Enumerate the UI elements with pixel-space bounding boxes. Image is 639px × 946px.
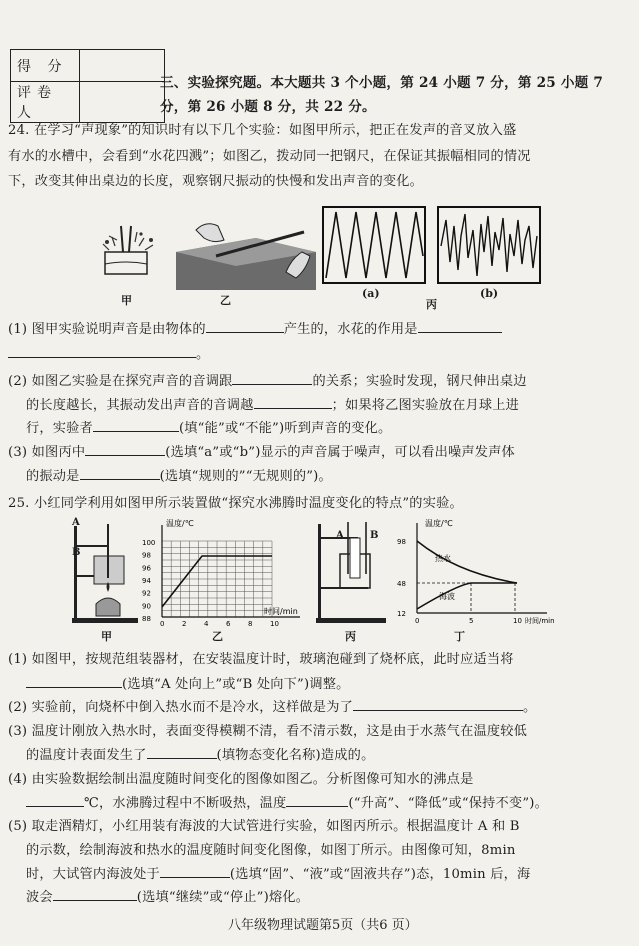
q25-p3-line2: 的温度计表面发生了 (填物态变化名称)造成的。 — [26, 744, 374, 768]
y-tick-label: 92 — [142, 589, 151, 598]
q25-p3-line1: (3) 温度计刚放入热水时，表面变得模糊不清，看不清示数，这是由于水蒸气在温度较低 — [8, 724, 528, 739]
y-tick-label: 98 — [397, 538, 406, 546]
y-tick-label: 90 — [142, 602, 151, 611]
ruler-table-figure — [176, 212, 321, 292]
y-tick-label: 98 — [142, 551, 151, 560]
score-table — [10, 49, 165, 123]
section-header-line1: 三、实验探究题。本大题共 3 个小题，第 24 小题 7 分，第 25 小题 7 — [160, 75, 604, 91]
answer-blank[interactable] — [26, 673, 122, 688]
y-tick-label: 88 — [142, 615, 151, 623]
x-tick-label: 2 — [182, 620, 187, 627]
answer-blank[interactable] — [85, 441, 165, 456]
grader-cell — [80, 82, 165, 123]
q25-p4-line2: ℃，水沸腾过程中不断吸热，温度 (“升高”、“降低”或“保持不变”)。 — [26, 792, 548, 816]
temperature-chart-ding — [395, 517, 560, 627]
x-tick-label: 5 — [469, 617, 474, 625]
answer-blank[interactable] — [26, 792, 84, 807]
x-tick-label: 8 — [248, 620, 253, 627]
answer-blank[interactable] — [418, 318, 502, 333]
q24-p1: (1) 图甲实验说明声音是由物体的 产生的，水花的作用是 — [8, 318, 502, 342]
label-A-jia: A — [72, 517, 80, 528]
q24-p1-cont: 。 — [8, 343, 209, 367]
x-tick-label: 6 — [226, 620, 231, 627]
tuning-fork-water-figure — [95, 222, 167, 284]
q25-stem: 25. 小红同学利用如图甲所示装置做“探究水沸腾时温度变化的特点”的实验。 — [8, 496, 463, 511]
q25-p5-line1: (5) 取走酒精灯，小红用装有海波的大试管进行实验，如图丙所示。根据温度计 A 和 B — [8, 819, 520, 834]
y-axis-label: 温度/℃ — [425, 519, 453, 528]
x-tick-label: 10 — [513, 617, 522, 625]
answer-blank[interactable] — [286, 792, 348, 807]
label-B-jia: B — [72, 547, 81, 558]
wax-tube-figure — [312, 518, 392, 626]
wave-b-label: (b) — [480, 287, 499, 300]
section-header-line2: 分，第 26 小题 8 分，共 22 分。 — [160, 99, 376, 115]
q24-stem-1: 24. 在学习“声现象”的知识时有以下几个实验：如图甲所示，把正在发声的音叉放入盛 — [8, 123, 517, 138]
answer-blank[interactable] — [254, 394, 332, 409]
y-tick-label: 94 — [142, 577, 151, 585]
answer-blank[interactable] — [206, 318, 284, 333]
x-axis-label: 时间/min — [264, 607, 298, 616]
y-axis-label: 温度/℃ — [166, 519, 194, 528]
fig25-ding-label: 丁 — [454, 630, 465, 643]
page-footer: 八年级物理试题第5页（共6 页） — [228, 918, 418, 933]
answer-blank[interactable] — [232, 370, 312, 385]
x-tick-label: 10 — [270, 620, 279, 627]
q25-p5-line2: 的示数，绘制海波和热水的温度随时间变化图像，如图丁所示。由图像可知，8min — [26, 843, 516, 858]
wave-a-label: (a) — [362, 287, 380, 300]
q25-p5-line3: 时，大试管内海波处于 (选填“固”、“液”或“固液共存”)态，10min 后，海 — [26, 863, 530, 887]
temperature-chart-yi — [140, 517, 312, 627]
x-tick-label: 0 — [160, 620, 165, 627]
answer-blank[interactable] — [53, 886, 137, 901]
fig-jia-label: 甲 — [121, 294, 132, 307]
answer-blank[interactable] — [8, 343, 196, 358]
fig-yi-label: 乙 — [220, 294, 231, 307]
answer-blank[interactable] — [353, 696, 523, 711]
waveform-a — [322, 206, 426, 286]
fig25-jia-label: 甲 — [101, 630, 112, 643]
label-B-bing: B — [370, 530, 379, 541]
y-tick-label: 12 — [397, 610, 406, 618]
wax-label: 海波 — [439, 592, 455, 601]
grader-label: 评卷人 — [11, 82, 80, 123]
q24-stem-2: 有水的水槽中，会看到“水花四溅”；如图乙，拨动同一把钢尺，在保证其振幅相同的情况 — [8, 149, 531, 164]
fig25-yi-label: 乙 — [212, 630, 223, 643]
q24-p3-line2: 的振动是 (选填“规则的”“无规则的”)。 — [26, 465, 332, 489]
wax-curve — [417, 583, 517, 609]
answer-blank[interactable] — [147, 744, 217, 759]
label-A-bing: A — [336, 530, 344, 541]
q25-p5-line4: 波会 (选填“继续”或“停止”)熔化。 — [26, 886, 309, 910]
score-label: 得 分 — [11, 50, 80, 82]
score-cell — [80, 50, 165, 82]
q25-p2: (2) 实验前，向烧杯中倒入热水而不是冷水，这样做是为了 。 — [8, 696, 536, 720]
q25-p4-line1: (4) 由实验数据绘制出温度随时间变化的图像如图乙。分析图像可知水的沸点是 — [8, 772, 474, 787]
hot-water-curve — [417, 541, 517, 583]
q24-p2-line3: 行，实验者 (填“能”或“不能”)听到声音的变化。 — [26, 417, 391, 441]
q24-p2-line2: 的长度越长，其振动发出声音的音调越 ；如果将乙图实验放在月球上进 — [26, 394, 519, 418]
fig-bing-label: 丙 — [426, 298, 437, 311]
q24-p3-line1: (3) 如图丙中 (选填“a”或“b”)显示的声音属于噪声，可以看出噪声发声体 — [8, 441, 515, 465]
q24-p2-line1: (2) 如图乙实验是在探究声音的音调跟 的关系；实验时发现，钢尺伸出桌边 — [8, 370, 527, 394]
q25-p1-line2: (选填“A 处向上”或“B 处向下”)调整。 — [26, 673, 350, 697]
x-axis-label: 时间/min — [525, 617, 555, 625]
fig25-bing-label: 丙 — [345, 630, 356, 643]
x-tick-label: 0 — [415, 617, 420, 625]
answer-blank[interactable] — [93, 417, 179, 432]
hot-water-label: 热水 — [435, 554, 451, 563]
y-tick-label: 96 — [142, 564, 151, 573]
answer-blank[interactable] — [80, 465, 160, 480]
q24-stem-3: 下，改变其伸出桌边的长度，观察钢尺振动的快慢和发出声音的变化。 — [8, 174, 424, 189]
y-tick-label: 48 — [397, 580, 406, 588]
q25-p1-line1: (1) 如图甲，按规范组装器材，在安装温度计时，玻璃泡碰到了烧杯底，此时应适当将 — [8, 652, 514, 667]
boiling-apparatus-figure — [68, 518, 144, 626]
answer-blank[interactable] — [160, 863, 230, 878]
x-tick-label: 4 — [204, 620, 209, 627]
y-tick-label: 100 — [142, 539, 156, 547]
waveform-b — [437, 206, 541, 286]
